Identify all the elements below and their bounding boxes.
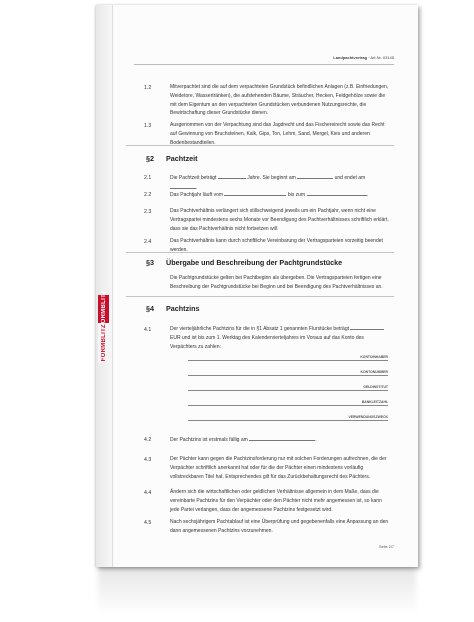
clause-number: 4.4 [144,490,152,496]
clause-number: 2.4 [144,239,152,245]
blank-due-date[interactable] [249,435,315,441]
section-rule [126,296,394,297]
document-spine [96,5,113,567]
section-heading [146,154,198,163]
section-number: §2 [146,154,154,163]
blank-end-date[interactable] [170,183,196,189]
blank-start-date[interactable] [297,173,333,179]
field-account-holder[interactable]: KONTOINHABER [188,360,388,361]
section-number: §3 [146,258,154,267]
clause-number: 4.5 [144,520,152,526]
blank-amount[interactable] [350,324,384,330]
section-title: Übergabe und Beschreibung der Pachtgrundstücke [166,258,343,267]
brand-logo [98,290,109,365]
header-art-nr: Art.Nr. 03145 [370,55,394,60]
clause-number: 1.3 [144,123,152,129]
page-header: Landpachtvertrag · Art.Nr. 03145 [333,55,394,60]
brand-text-red: FORMBLITZ [100,290,107,328]
document-reflection [98,565,416,615]
clause-text: Ausgenommen von der Verpachtung sind das Jagdrecht und das Fischereirecht sowie das Recht auf Gewinnung von Bruchsteinen, Kalk, Gips, Ton, Lehm, Sand, Mergel, Kies und anderen Bodenbestandteilen. [170,122,385,146]
clause-number: 4.2 [144,437,152,443]
brand-text-white: FORMBLITZ [100,324,107,362]
section-title: Pachtzins [166,304,200,313]
blank-to[interactable] [307,190,367,196]
clause-number: 2.3 [144,209,152,215]
document-page [96,5,418,567]
section-text: Die Pachtgrundstücke gelten bei Pachtbeginn als übergeben. Die Vertragsparteien fertigen eine Beschreibung der Pachtgrundstücke bei Beginn und bei Beendigung des Pachtverhältnisses an. [170,275,383,290]
clause-number: 2.2 [144,192,152,198]
blank-years[interactable] [218,173,246,179]
field-bank-code[interactable]: BANKLEITZAHL [188,405,388,406]
clause-text: Der Pächter kann gegen die Pachtzinsforderung nur mit solchen Forderungen aufrechnen, die der Verpächter schriftlich anerkannt hat oder für die der Pächter einen mindestens vorläufig vollstreckbaren Titel hat. Entsprechendes gilt für das Zurückbehaltungsrecht des Pächters. [170,456,387,480]
clause-text: Nach sechsjährigem Pachtablauf ist eine Überprüfung und gegebenenfalls eine Anpassung an den dann angemessenen Pachtzins vorzunehmen. [170,519,389,534]
field-account-number[interactable]: KONTONUMMER [188,375,388,376]
clause-number: 4.3 [144,457,152,463]
clause-text: Mitverpachtet sind die auf dem verpachteten Grundstück befindlichen Anlagen (z.B. Einfriedungen, Weidetore, Wassertränken), die aufstehenden Bäume, Sträucher, Hecken, Feldgehölze sowie die mit dem Eigentum an den verpachteten Grundstücken verbundenen Nutzungsrechte, die Bewirtschaftung dieser Grundstücke dienen. [170,84,389,117]
clause-text: Ändern sich die wirtschaftlichen oder geldlichen Verhältnisse allgemein in dem Maße, dass die vereinbarte Pachtzins für den Verpächter oder den Pächter nicht mehr angemessen ist, so kann jede Partei verlangen, dass der angemessene Pachtzins festgesetzt wird. [170,489,382,513]
field-reference[interactable]: VERWENDUNGSZWECK [188,420,388,421]
section-heading [146,258,342,267]
clause-text: Die Pachtzeit beträgt Jahre. Sie beginnt am und endet am . [170,175,366,191]
section-heading [146,304,200,313]
section-rule [126,145,394,146]
clause-number: 4.1 [144,327,152,333]
clause-text: Das Pachtverhältnis verlängert sich stillschweigend jeweils um ein Pachtjahr, wenn nicht eine Vertragspartei mindestens sechs Monate vor Beendigung des Pachtverhältnisses schriftlich erklärt, dass sie das Pachtverhältnis nicht fortsetzen will. [170,208,389,232]
blank-from[interactable] [224,190,286,196]
clause-text: Der Pachtzins ist erstmals fällig am . [170,437,317,443]
clause-number: 1.2 [144,85,152,91]
section-rule [126,252,394,253]
section-number: §4 [146,304,154,313]
clause-number: 2.1 [144,175,152,181]
clause-text: Der vierteljährliche Pachtzins für die in §1 Absatz 1 genannten Flurstücke beträgt EUR und ist bis zum 1. Werktag des Kalendervierteljahres im Voraus auf das Konto des Verpächters zu zahlen: [170,324,390,351]
field-bank[interactable]: GELDINSTITUT [188,390,388,391]
clause-text: Das Pachtjahr läuft vom bis zum . [170,192,368,198]
page-number: Seite 2/7 [379,545,394,549]
header-rule [134,64,394,65]
clause-text: Das Pachtverhältnis kann durch schriftliche Vereinbarung der Vertragsparteien vorzeitig beendet werden. [170,238,383,253]
header-title: Landpachtvertrag [333,55,368,60]
section-title: Pachtzeit [166,154,198,163]
